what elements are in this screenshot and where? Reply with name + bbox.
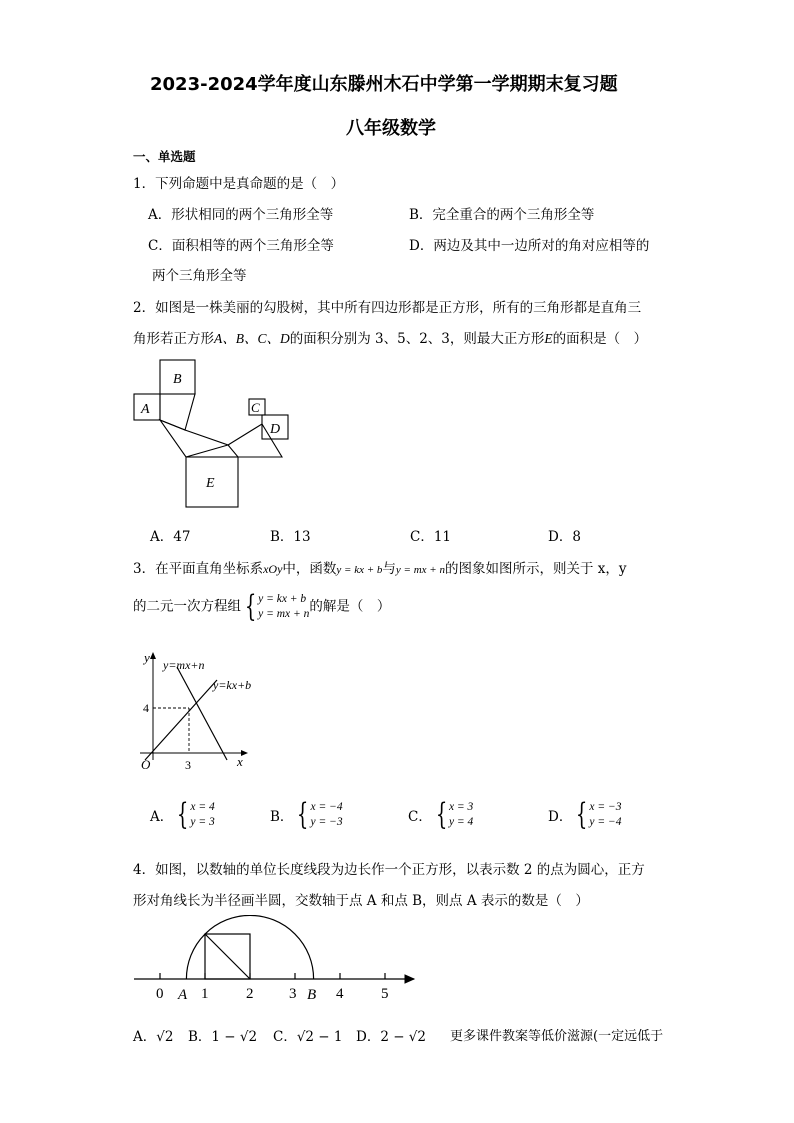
x-axis-label: x	[237, 754, 243, 769]
q4-option-b: B．1 − √2	[188, 1029, 258, 1045]
tick-label-3: 3	[185, 758, 191, 772]
q3-option-d: D． { x = −3 y = −4	[548, 797, 622, 832]
q2-option-c: C．11	[410, 529, 452, 545]
origin-label: O	[141, 757, 151, 772]
left-triangle-square	[160, 394, 195, 430]
q1-stem: 1．下列命题中是真命题的是（ ）	[133, 176, 345, 192]
q2-stem-line1: 2．如图是一株美丽的勾股树，其中所有四边形都是正方形，所有的三角形都是直角三	[133, 300, 642, 316]
doc-subtitle: 八年级数学	[346, 118, 436, 139]
q2-stem-line2: 角形若正方形A、B、C、D的面积分别为 3、5、2、3，则最大正方形E的面积是（ ）	[133, 331, 648, 347]
q1-option-a: A．形状相同的两个三角形全等	[148, 207, 334, 223]
axis-label-1: 1	[201, 986, 209, 1002]
doc-title: 2023-2024学年度山东滕州木石中学第一学期期末复习题	[150, 74, 618, 95]
q4-option-c: C．√2 − 1	[273, 1029, 343, 1045]
q1-option-b: B．完全重合的两个三角形全等	[409, 207, 595, 223]
q4-stem-line1: 4．如图，以数轴的单位长度线段为边长作一个正方形，以表示数 2 的点为圆心，正方	[133, 862, 645, 878]
q3-option-b: B． { x = −4 y = −3	[270, 797, 343, 832]
label-b: B	[173, 372, 182, 387]
line-kx-b	[145, 680, 217, 760]
q4-stem-line2: 形对角线长为半径画半圆，交数轴于点 A 和点 B，则点 A 表示的数是（ ）	[133, 893, 589, 909]
q4-option-d: D．2 − √2	[356, 1029, 426, 1045]
axis-label-2: 2	[246, 986, 254, 1002]
footer-note: 更多课件教案等低价滋源(一定远低于	[450, 1029, 664, 1044]
q1-option-d: D．两边及其中一边所对的角对应相等的	[409, 238, 650, 254]
q4-option-a: A．√2	[133, 1029, 174, 1045]
y-axis-label: y	[144, 650, 150, 665]
label-e: E	[206, 476, 215, 491]
point-a-label: A	[178, 987, 188, 1003]
point-b-label: B	[307, 987, 317, 1003]
pythagoras-tree-figure	[130, 355, 300, 515]
equation-system: { y = kx + b y = mx + n	[244, 589, 310, 624]
label-d: D	[270, 422, 281, 437]
q3-stem-line1: 3．在平面直角坐标系xOy中，函数y = kx + b与y = mx + n的图象如图所示，则关于 x，y	[133, 561, 627, 577]
line-label-kx-b: y=kx+b	[213, 678, 252, 692]
axis-label-3: 3	[289, 986, 297, 1002]
square-diagonal	[205, 934, 250, 979]
section-heading: 一、单选题	[133, 149, 196, 164]
q1-option-d-cont: 两个三角形全等	[152, 268, 247, 284]
axis-label-5: 5	[381, 986, 389, 1002]
line-label-mx-n: y=mx+n	[163, 658, 205, 672]
square-left-mid	[160, 420, 228, 457]
label-c: C	[251, 400, 260, 415]
label-a: A	[141, 402, 150, 417]
number-line-figure	[130, 915, 420, 1005]
axis-label-4: 4	[336, 986, 344, 1002]
q2-option-d: D．8	[548, 529, 581, 545]
tick-label-4: 4	[143, 701, 149, 715]
axis-label-0: 0	[156, 986, 164, 1002]
linear-functions-graph	[135, 645, 280, 775]
q1-option-c: C．面积相等的两个三角形全等	[148, 238, 334, 254]
q3-option-a: A． { x = 4 y = 3	[150, 797, 215, 832]
q3-option-c: C． { x = 3 y = 4	[408, 797, 474, 832]
q2-option-a: A．47	[150, 529, 191, 545]
q3-stem-line2: 的二元一次方程组 { y = kx + b y = mx + n 的解是（ ）	[133, 589, 391, 624]
q2-option-b: B．13	[270, 529, 311, 545]
